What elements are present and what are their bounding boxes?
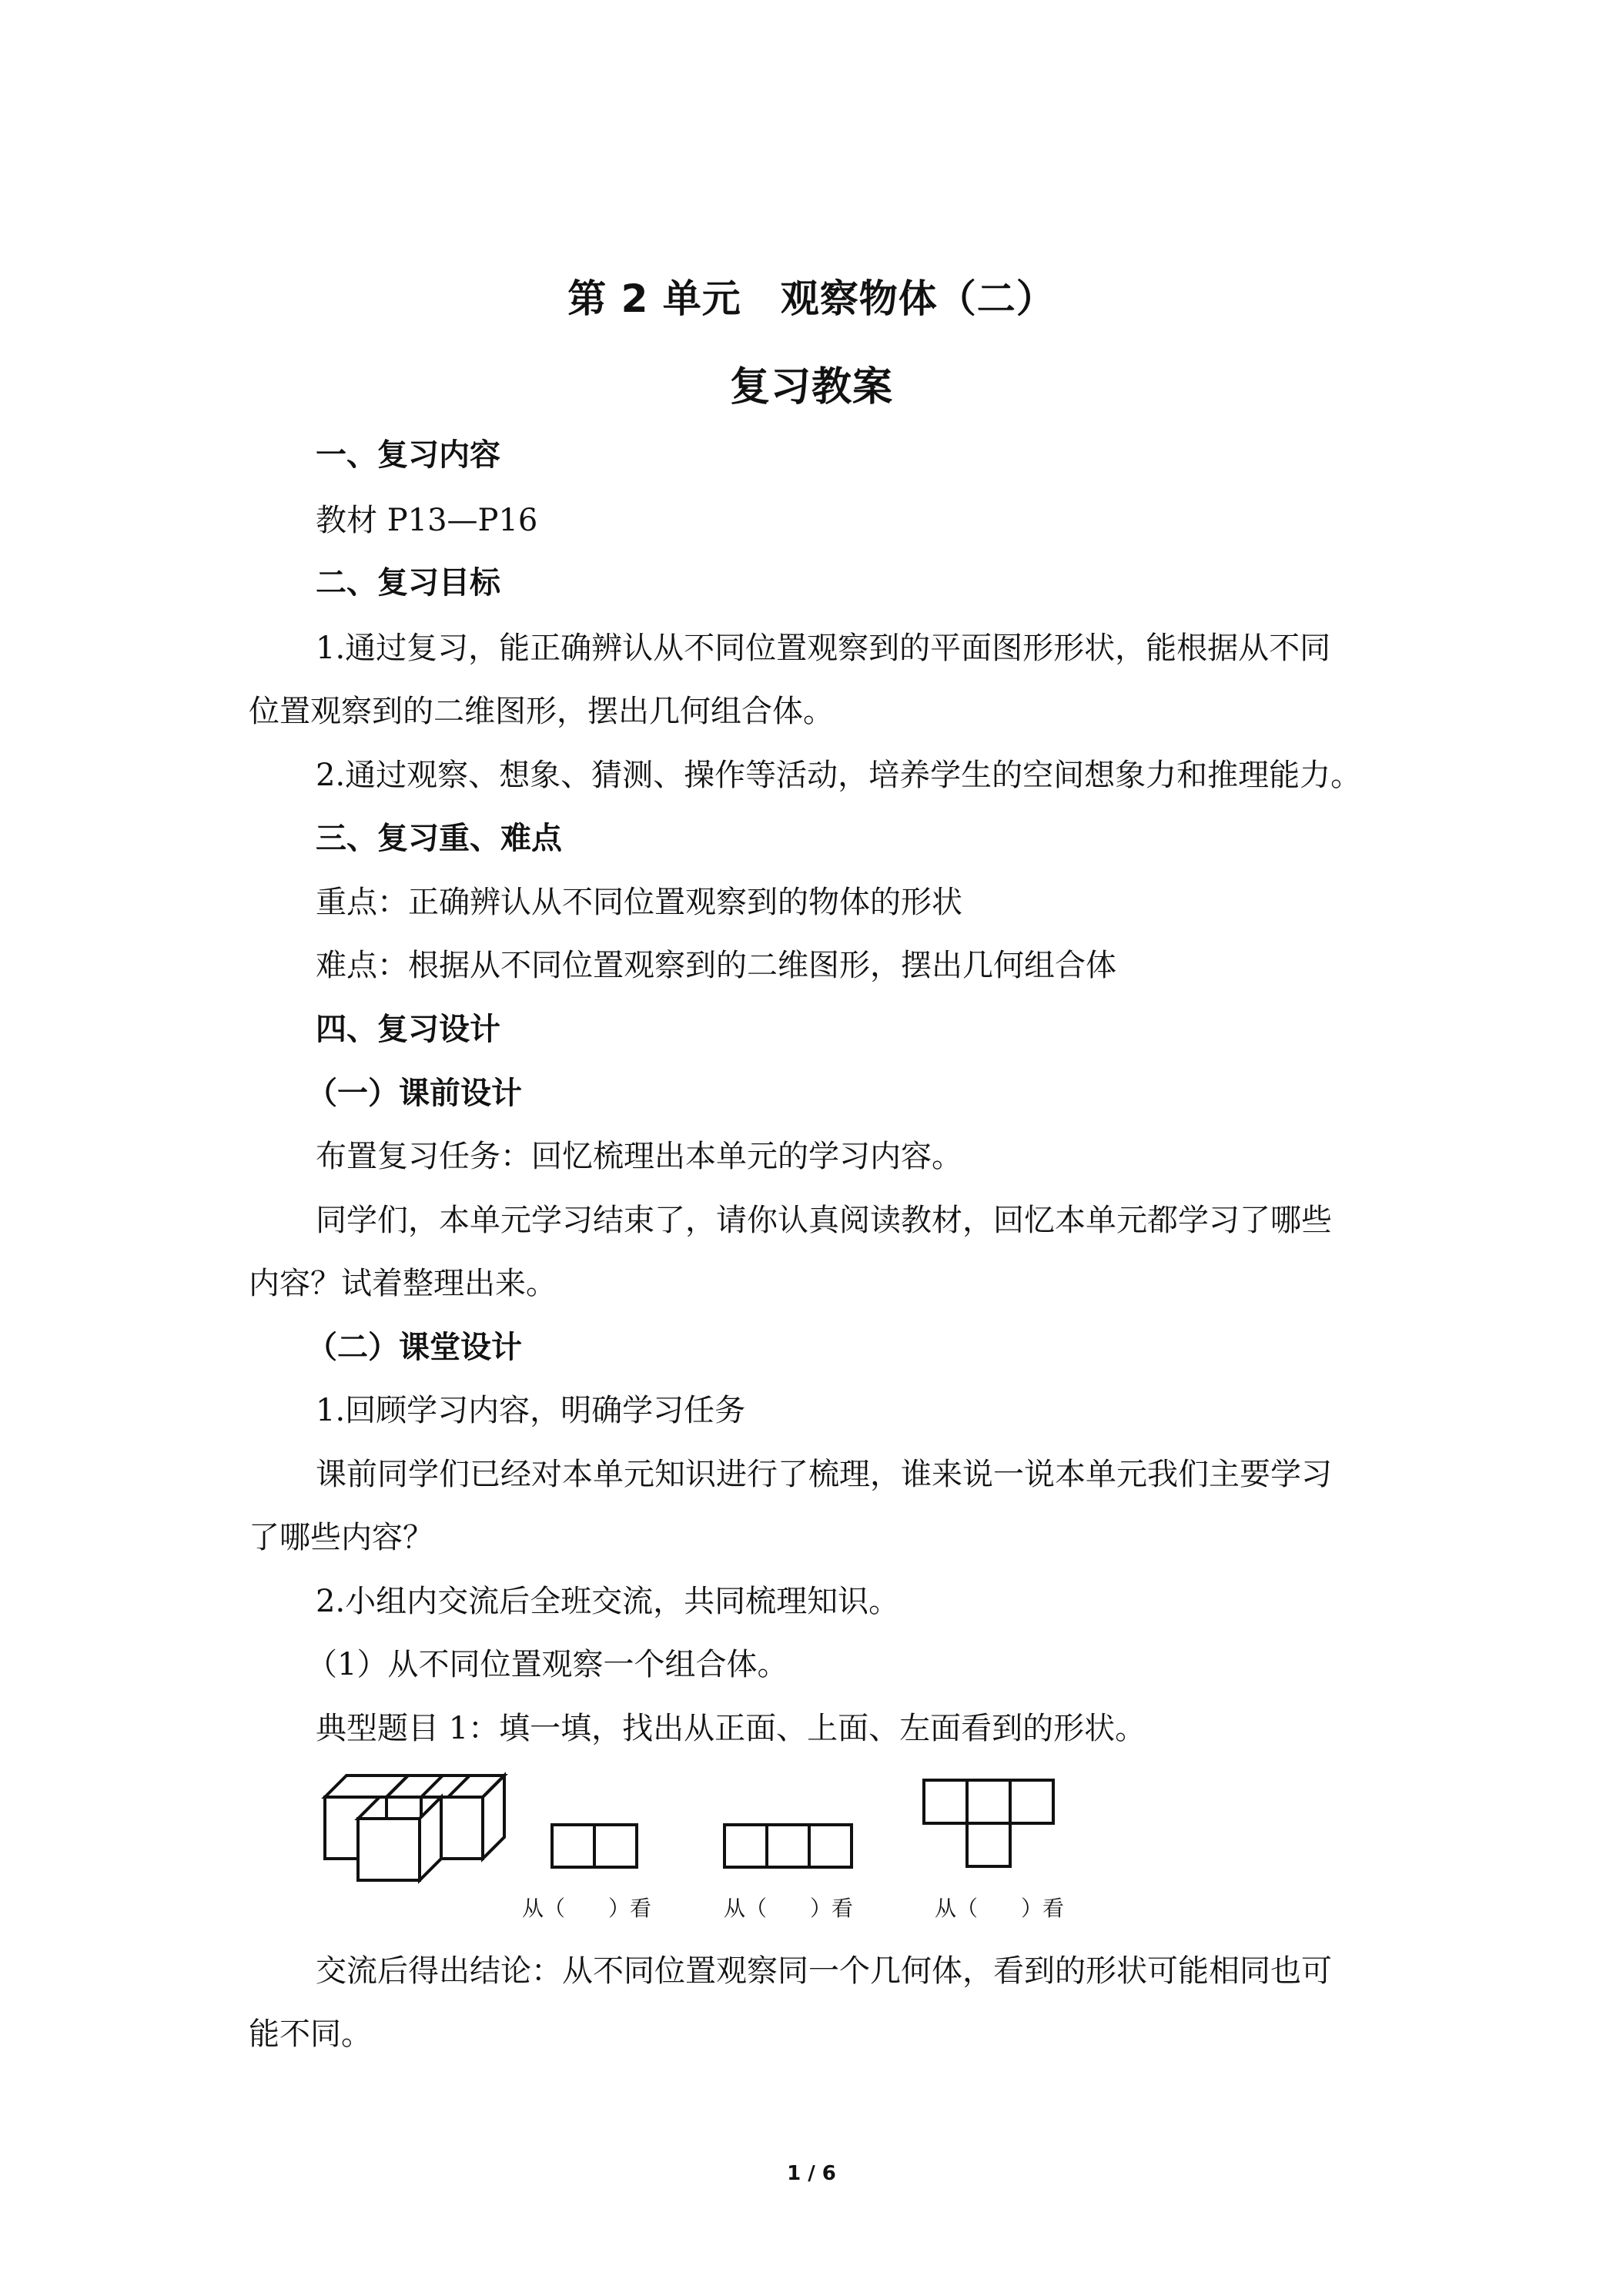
view-two-squares: [552, 1825, 637, 1867]
section-text-1: 教材 P13—P16: [316, 503, 538, 538]
pre-task: 布置复习任务：回忆梳理出本单元的学习内容。: [316, 1139, 962, 1174]
view-b-square-1: [724, 1825, 767, 1867]
caption-view-1: 从（ ）看: [522, 1896, 652, 1921]
document-title: 第 2 单元 观察物体（二）: [567, 276, 1056, 321]
cube-back-right-side: [483, 1776, 504, 1859]
cube-front-side: [420, 1797, 441, 1880]
step-1-text-line-1: 课前同学们已经对本单元知识进行了梳理，谁来说一说本单元我们主要学习: [316, 1457, 1332, 1492]
cube-back-mid-top: [387, 1776, 470, 1797]
view-t-shape: [924, 1780, 1053, 1866]
subsection-heading-class: （二）课堂设计: [306, 1330, 522, 1365]
goal-1-line-1: 1.通过复习，能正确辨认从不同位置观察到的平面图形形状，能根据从不同: [316, 631, 1331, 666]
pre-text-line-2: 内容？试着整理出来。: [249, 1266, 557, 1301]
view-b-square-3: [809, 1825, 852, 1867]
caption-view-3: 从（ ）看: [935, 1896, 1065, 1921]
cube-assembly-drawing: [325, 1776, 504, 1880]
conclusion-line-1: 交流后得出结论：从不同位置观察同一个几何体，看到的形状可能相同也可: [316, 1953, 1332, 1989]
section-heading-2: 二、复习目标: [316, 565, 500, 601]
view-a-square-1: [552, 1825, 594, 1867]
view-c-square-4: [967, 1823, 1010, 1866]
section-heading-3: 三、复习重、难点: [316, 821, 562, 856]
view-b-square-2: [767, 1825, 809, 1867]
step-1-text-line-2: 了哪些内容？: [249, 1520, 433, 1555]
document-subtitle: 复习教案: [729, 364, 893, 410]
view-a-square-2: [594, 1825, 637, 1867]
page-number: 1 / 6: [787, 2162, 836, 2185]
goal-1-line-2: 位置观察到的二维图形，摆出几何组合体。: [249, 694, 834, 729]
view-c-square-3: [1010, 1780, 1053, 1823]
view-three-squares: [724, 1825, 852, 1867]
goal-2: 2.通过观察、想象、猜测、操作等活动，培养学生的空间想象力和推理能力。: [316, 758, 1362, 793]
conclusion-line-2: 能不同。: [249, 2017, 372, 2052]
section-heading-4: 四、复习设计: [316, 1012, 500, 1047]
step-2: 2.小组内交流后全班交流，共同梳理知识。: [316, 1584, 900, 1619]
cube-front-front: [358, 1819, 420, 1880]
caption-view-2: 从（ ）看: [724, 1896, 854, 1921]
section-heading-1: 一、复习内容: [316, 437, 500, 473]
view-c-square-2: [967, 1780, 1010, 1823]
example-1: 典型题目 1：填一填，找出从正面、上面、左面看到的形状。: [316, 1711, 1146, 1746]
subsection-heading-pre: （一）课前设计: [306, 1076, 522, 1111]
sub-item-1: （1）从不同位置观察一个组合体。: [306, 1647, 788, 1682]
difficult-point: 难点：根据从不同位置观察到的二维图形，摆出几何组合体: [316, 948, 1116, 983]
step-1: 1.回顾学习内容，明确学习任务: [316, 1393, 746, 1428]
key-point: 重点：正确辨认从不同位置观察到的物体的形状: [316, 885, 962, 920]
view-c-square-1: [924, 1780, 967, 1823]
pre-text-line-1: 同学们，本单元学习结束了，请你认真阅读教材，回忆本单元都学习了哪些: [316, 1203, 1332, 1238]
